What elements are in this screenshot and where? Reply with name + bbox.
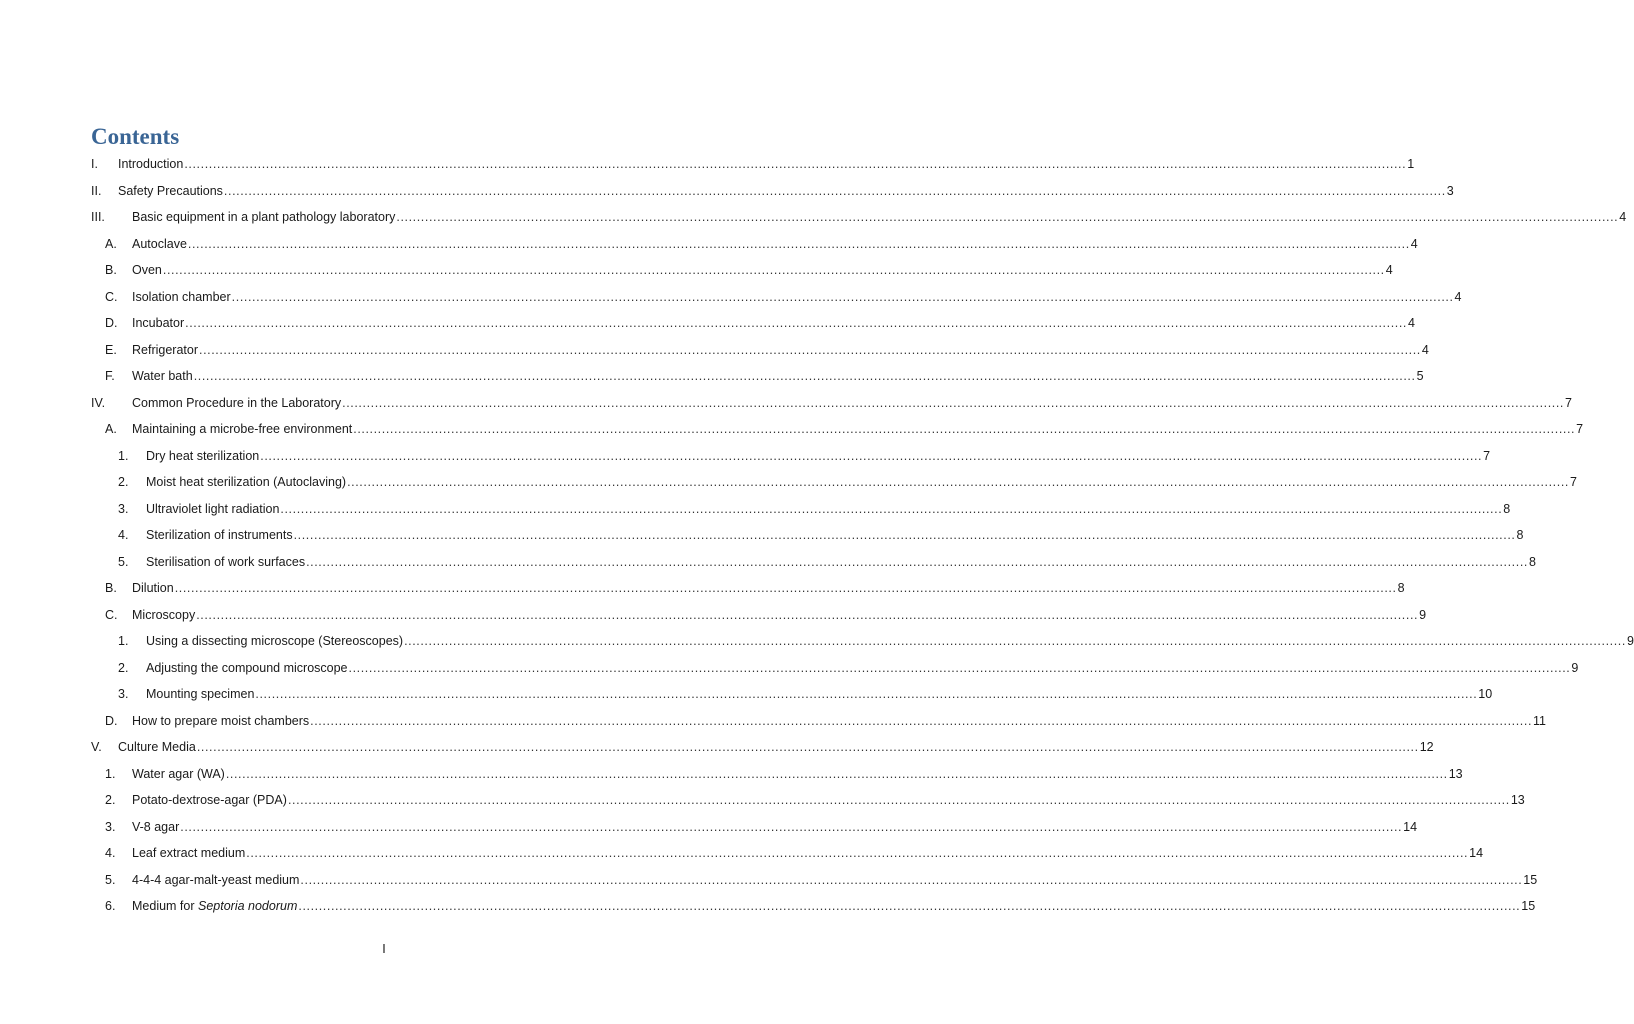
toc-entry-label — [132, 846, 245, 860]
toc-entry-number: III. — [91, 210, 105, 225]
toc-entry-page-number: 4 — [1454, 289, 1462, 304]
toc-entry-label-text: Culture Media — [118, 740, 196, 755]
toc-entry-line — [118, 157, 1415, 172]
toc-entry-label — [132, 793, 287, 807]
toc-entry-page-number: 4 — [1385, 263, 1393, 278]
toc-entry[interactable] — [0, 363, 1424, 390]
dot-leader: ............................................................................................................................................................................................................................................................................................................ — [260, 448, 1483, 463]
toc-entry-label-text: Microscopy — [132, 607, 196, 622]
toc-entry[interactable] — [0, 814, 1418, 841]
toc-entry[interactable] — [0, 284, 1462, 311]
toc-entry-page-number: 8 — [1516, 528, 1524, 543]
toc-entry-label — [118, 184, 223, 198]
toc-entry-line — [146, 687, 1493, 702]
toc-entry-page-number: 12 — [1419, 740, 1434, 755]
toc-entry-label-text: V-8 agar — [132, 819, 180, 834]
dot-leader: ............................................................................................................................................................................................................................................................................................................ — [162, 263, 1385, 278]
toc-entry-label — [132, 369, 193, 383]
toc-entry-line — [132, 395, 1572, 410]
toc-entry-number: E. — [105, 342, 117, 357]
toc-entry-label — [146, 475, 346, 489]
toc-entry-label — [146, 528, 293, 542]
toc-entry[interactable] — [0, 257, 1393, 284]
toc-entry-label-text: Common Procedure in the Laboratory — [132, 395, 342, 410]
toc-entry[interactable] — [0, 867, 1538, 894]
toc-entry-label — [132, 714, 309, 728]
toc-entry-number: 3. — [105, 819, 116, 834]
toc-entry-page-number: 7 — [1565, 395, 1572, 410]
toc-entry-page-number: 15 — [1523, 872, 1538, 887]
toc-entry-label — [132, 343, 198, 357]
toc-entry-label-text: Medium for — [132, 899, 198, 914]
toc-entry[interactable] — [0, 761, 1463, 788]
toc-entry-label — [132, 210, 395, 224]
toc-entry-number: F. — [105, 369, 115, 384]
toc-entry[interactable] — [0, 522, 1524, 549]
toc-entry-line — [146, 448, 1491, 463]
toc-entry-number: 3. — [118, 687, 129, 702]
toc-entry-number: 2. — [118, 475, 129, 490]
toc-entry-label-text: Sterilization of instruments — [146, 528, 293, 543]
dot-leader: ............................................................................................................................................................................................................................................................................................................ — [174, 581, 1397, 596]
toc-entry-label-italic: Septoria nodorum — [198, 899, 298, 914]
toc-entry[interactable] — [0, 893, 1536, 920]
toc-entry-label — [132, 820, 179, 834]
toc-entry[interactable] — [0, 840, 1484, 867]
toc-entry-line — [132, 369, 1424, 384]
toc-entry-number: IV. — [91, 395, 106, 410]
toc-list — [0, 151, 1634, 920]
toc-entry-number: D. — [105, 316, 118, 331]
toc-entry[interactable] — [0, 390, 1572, 417]
toc-entry-number: D. — [105, 713, 118, 728]
toc-entry-number: 5. — [118, 554, 129, 569]
toc-entry[interactable] — [0, 443, 1491, 470]
toc-entry-line — [132, 793, 1525, 808]
toc-entry-label-text: Refrigerator — [132, 342, 198, 357]
toc-entry-number: A. — [105, 422, 117, 437]
toc-entry-line — [132, 872, 1538, 887]
toc-entry-number: 4. — [118, 528, 129, 543]
toc-entry-line — [146, 528, 1524, 543]
toc-entry-number: 1. — [118, 448, 129, 463]
toc-entry-label-text: Water bath — [132, 369, 193, 384]
dot-leader: ............................................................................................................................................................................................................................................................................................................ — [187, 236, 1410, 251]
toc-entry[interactable] — [0, 337, 1429, 364]
dot-leader: ............................................................................................................................................................................................................................................................................................................ — [353, 422, 1576, 437]
toc-entry[interactable] — [0, 204, 1627, 231]
dot-leader: ............................................................................................................................................................................................................................................................................................................ — [255, 687, 1478, 702]
dot-leader: ............................................................................................................................................................................................................................................................................................................ — [193, 369, 1416, 384]
toc-entry[interactable] — [0, 549, 1536, 576]
toc-entry-number: 2. — [105, 793, 116, 808]
toc-entry-number: B. — [105, 581, 117, 596]
toc-entry-page-number: 15 — [1521, 899, 1536, 914]
toc-entry-label-text: Mounting specimen — [146, 687, 255, 702]
toc-entry-label-text: Moist heat sterilization (Autoclaving) — [146, 475, 347, 490]
toc-entry-label — [132, 899, 297, 913]
toc-entry-page-number: 8 — [1397, 581, 1405, 596]
toc-entry-label-text: Water agar (WA) — [132, 766, 225, 781]
toc-entry-line — [132, 766, 1463, 781]
toc-entry-label-text: Oven — [132, 263, 162, 278]
toc-entry-label — [118, 740, 196, 754]
toc-entry-label-text: Maintaining a microbe-free environment — [132, 422, 353, 437]
toc-entry-label-text: Ultraviolet light radiation — [146, 501, 280, 516]
dot-leader: ............................................................................................................................................................................................................................................................................................................ — [225, 766, 1448, 781]
toc-entry-number: 3. — [118, 501, 129, 516]
toc-entry-line — [132, 316, 1415, 331]
toc-entry-label — [132, 422, 352, 436]
toc-entry[interactable] — [0, 310, 1415, 337]
toc-entry-line — [132, 210, 1627, 225]
toc-entry-page-number: 4 — [1619, 210, 1627, 225]
dot-leader: ............................................................................................................................................................................................................................................................................................................ — [231, 289, 1454, 304]
toc-entry[interactable] — [0, 416, 1584, 443]
toc-entry[interactable] — [0, 575, 1405, 602]
toc-entry-page-number: 4 — [1421, 342, 1429, 357]
toc-entry-label-text: Using a dissecting microscope (Stereoscopes) — [146, 634, 404, 649]
toc-entry-label-text: Dry heat sterilization — [146, 448, 260, 463]
toc-entry-number: 6. — [105, 899, 116, 914]
toc-entry-page-number: 7 — [1576, 422, 1584, 437]
toc-entry-line — [132, 236, 1418, 251]
toc-entry[interactable] — [0, 469, 1577, 496]
toc-entry-label-text: Adjusting the compound microscope — [146, 660, 348, 675]
toc-entry-label — [146, 687, 254, 701]
toc-entry-number: 1. — [118, 634, 129, 649]
toc-entry-line — [118, 183, 1454, 198]
dot-leader: ............................................................................................................................................................................................................................................................................................................ — [246, 846, 1469, 861]
toc-entry-page-number: 8 — [1528, 554, 1536, 569]
toc-entry-label — [132, 767, 225, 781]
dot-leader: ............................................................................................................................................................................................................................................................................................................ — [293, 528, 1516, 543]
toc-entry[interactable] — [0, 151, 1415, 178]
dot-leader: ............................................................................................................................................................................................................................................................................................................ — [348, 660, 1571, 675]
toc-entry-label — [132, 316, 184, 330]
toc-entry-line — [132, 581, 1405, 596]
toc-entry[interactable] — [0, 231, 1418, 258]
dot-leader: ............................................................................................................................................................................................................................................................................................................ — [196, 607, 1419, 622]
toc-entry-line — [132, 819, 1418, 834]
dot-leader: ............................................................................................................................................................................................................................................................................................................ — [298, 899, 1521, 914]
toc-entry[interactable] — [0, 655, 1579, 682]
toc-entry-label — [118, 157, 183, 171]
toc-entry-label — [146, 449, 259, 463]
toc-entry-page-number: 4 — [1410, 236, 1418, 251]
toc-entry-label-text: Sterilisation of work surfaces — [146, 554, 306, 569]
toc-entry-line — [146, 634, 1634, 649]
toc-entry-number: II. — [91, 183, 102, 198]
toc-entry[interactable] — [0, 602, 1427, 629]
toc-entry-number: B. — [105, 263, 117, 278]
dot-leader: ............................................................................................................................................................................................................................................................................................................ — [223, 183, 1446, 198]
dot-leader: ............................................................................................................................................................................................................................................................................................................ — [287, 793, 1510, 808]
toc-title: Contents — [91, 124, 180, 149]
toc-entry-label-text: Leaf extract medium — [132, 846, 246, 861]
toc-entry-line — [118, 740, 1434, 755]
toc-entry-label-text: Safety Precautions — [118, 183, 223, 198]
toc-entry-number: 2. — [118, 660, 129, 675]
toc-entry-label — [146, 661, 348, 675]
toc-entry-label — [132, 263, 162, 277]
toc-entry-page-number: 11 — [1533, 713, 1547, 728]
toc-entry[interactable] — [0, 178, 1454, 205]
toc-entry-label-text: How to prepare moist chambers — [132, 713, 310, 728]
toc-entry[interactable] — [0, 708, 1547, 735]
toc-entry-label-text: Dilution — [132, 581, 174, 596]
toc-entry-line — [132, 422, 1584, 437]
toc-entry-page-number: 3 — [1446, 183, 1454, 198]
toc-entry-label — [132, 237, 187, 251]
dot-leader: ............................................................................................................................................................................................................................................................................................................ — [196, 740, 1419, 755]
page-number: I — [382, 942, 386, 956]
dot-leader: ............................................................................................................................................................................................................................................................................................................ — [310, 713, 1533, 728]
toc-entry-page-number: 9 — [1626, 634, 1634, 649]
toc-entry-label — [132, 873, 299, 887]
dot-leader: ............................................................................................................................................................................................................................................................................................................ — [396, 210, 1619, 225]
dot-leader: ............................................................................................................................................................................................................................................................................................................ — [347, 475, 1569, 490]
toc-entry-line — [132, 899, 1536, 914]
toc-entry-label — [132, 396, 341, 410]
toc-entry-page-number: 5 — [1416, 369, 1424, 384]
toc-entry-page-number: 9 — [1571, 660, 1579, 675]
toc-entry-number: 4. — [105, 846, 116, 861]
toc-entry-line — [132, 342, 1429, 357]
toc-entry-page-number: 13 — [1448, 766, 1463, 781]
toc-entry-label-text: Basic equipment in a plant pathology laboratory — [132, 210, 396, 225]
toc-entry-label-text: Potato-dextrose-agar (PDA) — [132, 793, 287, 808]
toc-entry-page-number: 4 — [1408, 316, 1415, 331]
toc-entry-line — [146, 554, 1536, 569]
toc-entry-page-number: 8 — [1503, 501, 1511, 516]
dot-leader: ............................................................................................................................................................................................................................................................................................................ — [306, 554, 1528, 569]
toc-entry-page-number: 14 — [1469, 846, 1484, 861]
toc-entry-line — [132, 846, 1484, 861]
toc-entry-label — [146, 634, 403, 648]
toc-entry-label-text: Autoclave — [132, 236, 187, 251]
toc-entry-label-text: Introduction — [118, 157, 184, 172]
toc-entry-line — [146, 475, 1577, 490]
dot-leader: ............................................................................................................................................................................................................................................................................................................ — [280, 501, 1503, 516]
toc-entry-label — [132, 608, 195, 622]
toc-entry-label-text: Incubator — [132, 316, 185, 331]
toc-entry-line — [132, 607, 1427, 622]
toc-entry-line — [132, 713, 1547, 728]
toc-entry[interactable] — [0, 787, 1525, 814]
toc-entry-line — [132, 263, 1393, 278]
dot-leader: ............................................................................................................................................................................................................................................................................................................ — [300, 872, 1523, 887]
toc-entry-line — [146, 660, 1579, 675]
dot-leader: ............................................................................................................................................................................................................................................................................................................ — [180, 819, 1403, 834]
toc-entry-page-number: 9 — [1419, 607, 1427, 622]
dot-leader: ............................................................................................................................................................................................................................................................................................................ — [184, 157, 1407, 172]
toc-entry-line — [146, 501, 1511, 516]
toc-entry-page-number: 7 — [1569, 475, 1577, 490]
dot-leader: ............................................................................................................................................................................................................................................................................................................ — [342, 395, 1565, 410]
toc-entry-page-number: 1 — [1407, 157, 1415, 172]
toc-entry-label — [132, 290, 231, 304]
toc-entry[interactable] — [0, 496, 1511, 523]
toc-entry-label-text: 4-4-4 agar-malt-yeast medium — [132, 872, 300, 887]
dot-leader: ............................................................................................................................................................................................................................................................................................................ — [404, 634, 1626, 649]
toc-entry-page-number: 13 — [1510, 793, 1525, 808]
toc-entry-page-number: 7 — [1483, 448, 1491, 463]
toc-entry-number: V. — [91, 740, 102, 755]
toc-entry-label — [132, 581, 174, 595]
toc-entry-number: 5. — [105, 872, 116, 887]
toc-entry-number: A. — [105, 236, 117, 251]
toc-entry-page-number: 14 — [1403, 819, 1418, 834]
toc-entry-label — [146, 555, 305, 569]
dot-leader: ............................................................................................................................................................................................................................................................................................................ — [199, 342, 1421, 357]
toc-entry[interactable] — [0, 628, 1634, 655]
toc-entry-line — [132, 289, 1462, 304]
toc-entry-number: C. — [105, 289, 118, 304]
toc-entry-number: C. — [105, 607, 118, 622]
dot-leader: ............................................................................................................................................................................................................................................................................................................ — [185, 316, 1407, 331]
toc-entry-number: I. — [91, 157, 98, 172]
toc-entry-page-number: 10 — [1478, 687, 1493, 702]
toc-entry-number: 1. — [105, 766, 116, 781]
toc-entry-label — [146, 502, 279, 516]
toc-entry[interactable] — [0, 681, 1493, 708]
toc-entry[interactable] — [0, 734, 1434, 761]
toc-entry-label-text: Isolation chamber — [132, 289, 231, 304]
